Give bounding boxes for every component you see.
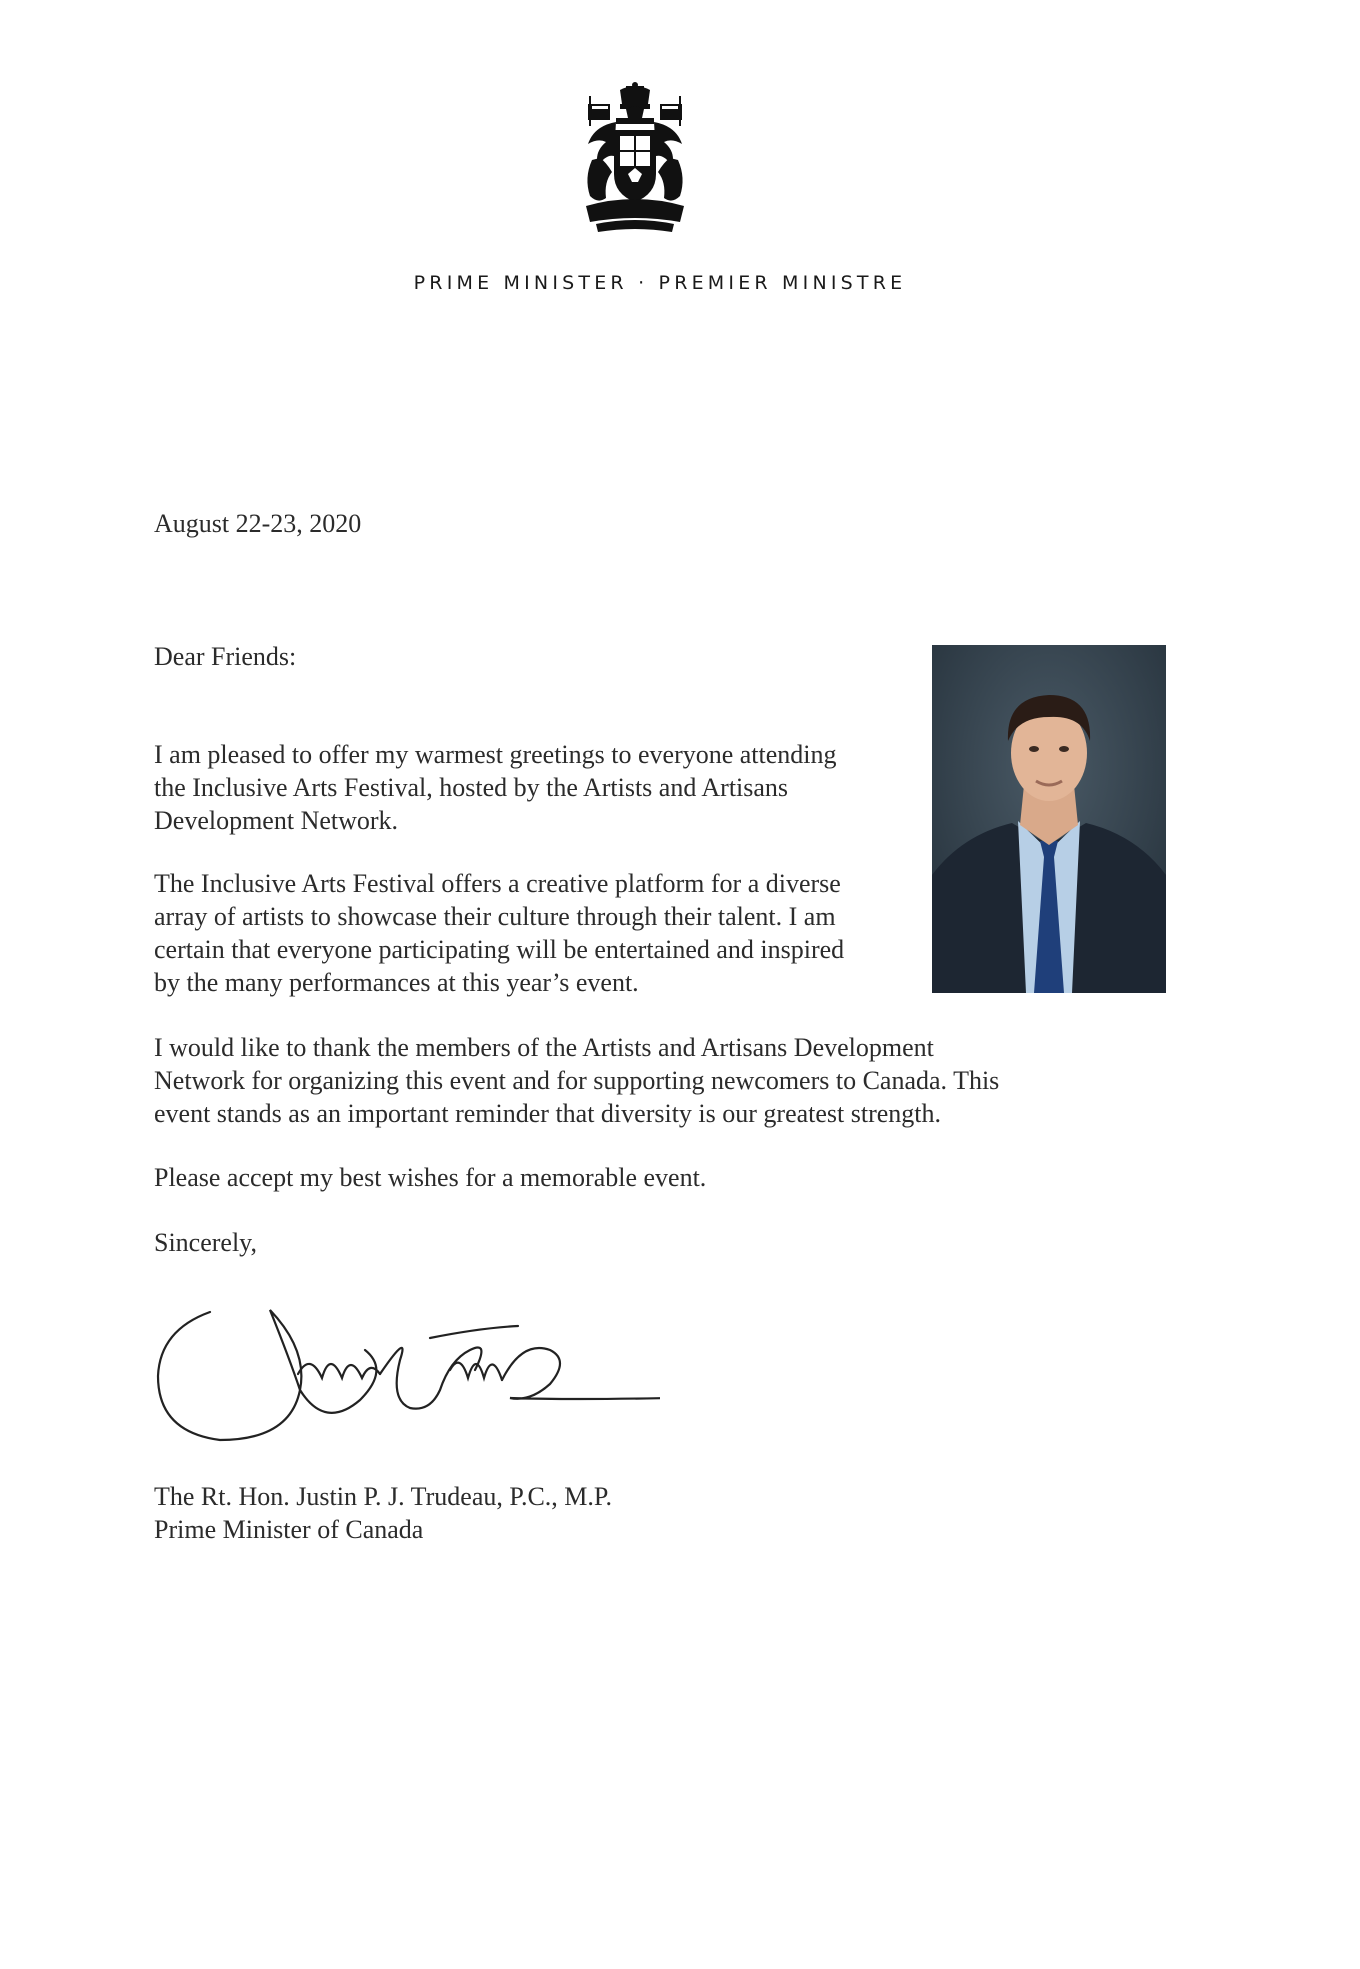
letter-paragraph-2 [154, 867, 914, 999]
letter-salutation: Dear Friends: [154, 642, 297, 671]
paragraph-line: certain that everyone participating will be entertained and inspired [154, 935, 845, 964]
paragraph-line: event stands as an important reminder that diversity is our greatest strength. [154, 1099, 942, 1128]
paragraph-line: by the many performances at this year’s event. [154, 968, 639, 997]
signatory-title: Prime Minister of Canada [154, 1515, 424, 1544]
letter-closing: Sincerely, [154, 1228, 257, 1257]
letter-paragraph-1 [154, 738, 914, 837]
letterhead-office-title: PRIME MINISTER · PREMIER MINISTRE [413, 272, 907, 294]
paragraph-line: array of artists to showcase their culture through their talent. I am [154, 902, 836, 931]
signatory-name: The Rt. Hon. Justin P. J. Trudeau, P.C., M.P. [154, 1482, 612, 1511]
signature-image [150, 1290, 660, 1450]
paragraph-line: the Inclusive Arts Festival, hosted by the Artists and Artisans [154, 773, 789, 802]
paragraph-line: Development Network. [154, 806, 399, 835]
letter-paragraph-3 [154, 1031, 1154, 1130]
paragraph-line: The Inclusive Arts Festival offers a creative platform for a diverse [154, 869, 841, 898]
letter-date: August 22-23, 2020 [154, 509, 362, 538]
coat-of-arms-icon [576, 82, 694, 238]
paragraph-line: I am pleased to offer my warmest greetings to everyone attending [154, 740, 837, 769]
portrait-photo [932, 645, 1166, 993]
paragraph-line: Please accept my best wishes for a memorable event. [154, 1163, 707, 1192]
paragraph-line: I would like to thank the members of the Artists and Artisans Development [154, 1033, 934, 1062]
letter-paragraph-4 [154, 1161, 706, 1194]
paragraph-line: Network for organizing this event and for supporting newcomers to Canada. This [154, 1066, 1000, 1095]
